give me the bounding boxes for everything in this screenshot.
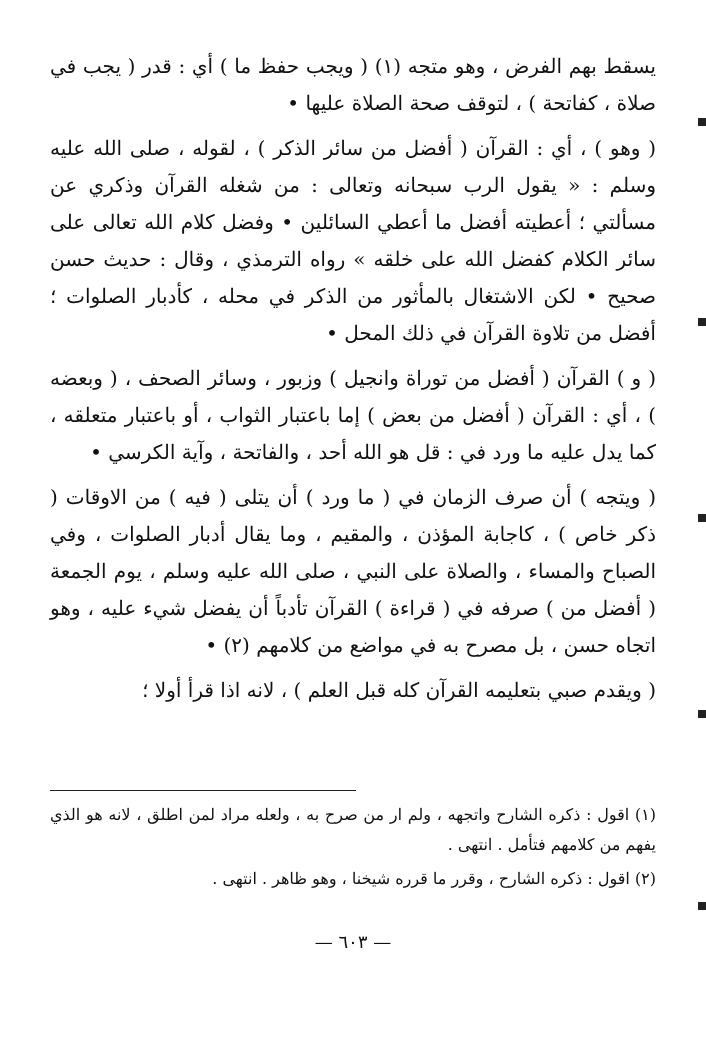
paragraph-1: يسقط بهم الفرض ، وهو متجه (١) ( ويجب حفظ ما ) أي : قدر ( يجب في صلاة ، كفاتحة ) ، لتوقف صحة الصلاة عليها • — [50, 54, 656, 115]
paragraph-3: ( و ) القرآن ( أفضل من توراة وانجيل ) وزبور ، وسائر الصحف ، ( وبعضه ) ، أي : القرآن ( أفضل من بعض ) إما باعتبار الثواب ، أو باعتبار متعلقه ، كما يدل عليه ما ورد في : قل هو الله أحد ، والفاتحة ، وآية الكرسي • — [50, 366, 656, 464]
footnote-divider — [50, 790, 356, 791]
margin-mark — [698, 514, 706, 522]
paragraph-5: ( ويقدم صبي بتعليمه القرآن كله قبل العلم ) ، لانه اذا قرأ أولا ؛ — [142, 678, 656, 702]
main-text — [50, 48, 656, 717]
footnote-1: (١) اقول : ذكره الشارح واتجهه ، ولم ار من صرح به ، ولعله مراد لمن اطلق ، لانه هو الذي يفهم من كلامهم فتأمل . انتهى . — [50, 805, 656, 854]
footnotes — [50, 800, 656, 898]
margin-mark — [698, 710, 706, 718]
page-number: — ٦٠٣ — — [314, 932, 392, 953]
paragraph-2: ( وهو ) ، أي : القرآن ( أفضل من سائر الذكر ) ، لقوله ، صلى الله عليه وسلم : « يقول الرب سبحانه وتعالى : من شغله القرآن وذكري عن مسألتي ؛ أعطيته أفضل ما أعطي السائلين • وفضل كلام الله تعالى على سائر الكلام كفضل الله على خلقه » رواه الترمذي ، وقال : حديث حسن صحيح • لكن الاشتغال بالمأثور من الذكر في محله ، كأدبار الصلوات ؛ أفضل من تلاوة القرآن في ذلك المحل • — [50, 136, 656, 345]
margin-mark — [698, 318, 706, 326]
paragraph-4: ( ويتجه ) أن صرف الزمان في ( ما ورد ) أن يتلى ( فيه ) من الاوقات ( ذكر خاص ) ، كاجابة المؤذن ، والمقيم ، وما يقال أدبار الصلوات ، وفي الصباح والمساء ، والصلاة على النبي ، صلى الله عليه وسلم ، يوم الجمعة ( أفضل من ) صرفه في ( قراءة ) القرآن تأدباً أن يفضل شيء عليه ، وهو اتجاه حسن ، بل مصرح به في مواضع من كلامهم (٢) • — [50, 485, 656, 657]
footnote-2: (٢) اقول : ذكره الشارح ، وقرر ما قرره شيخنا ، وهو ظاهر . انتهى . — [212, 869, 656, 888]
margin-mark — [698, 902, 706, 910]
margin-mark — [698, 118, 706, 126]
